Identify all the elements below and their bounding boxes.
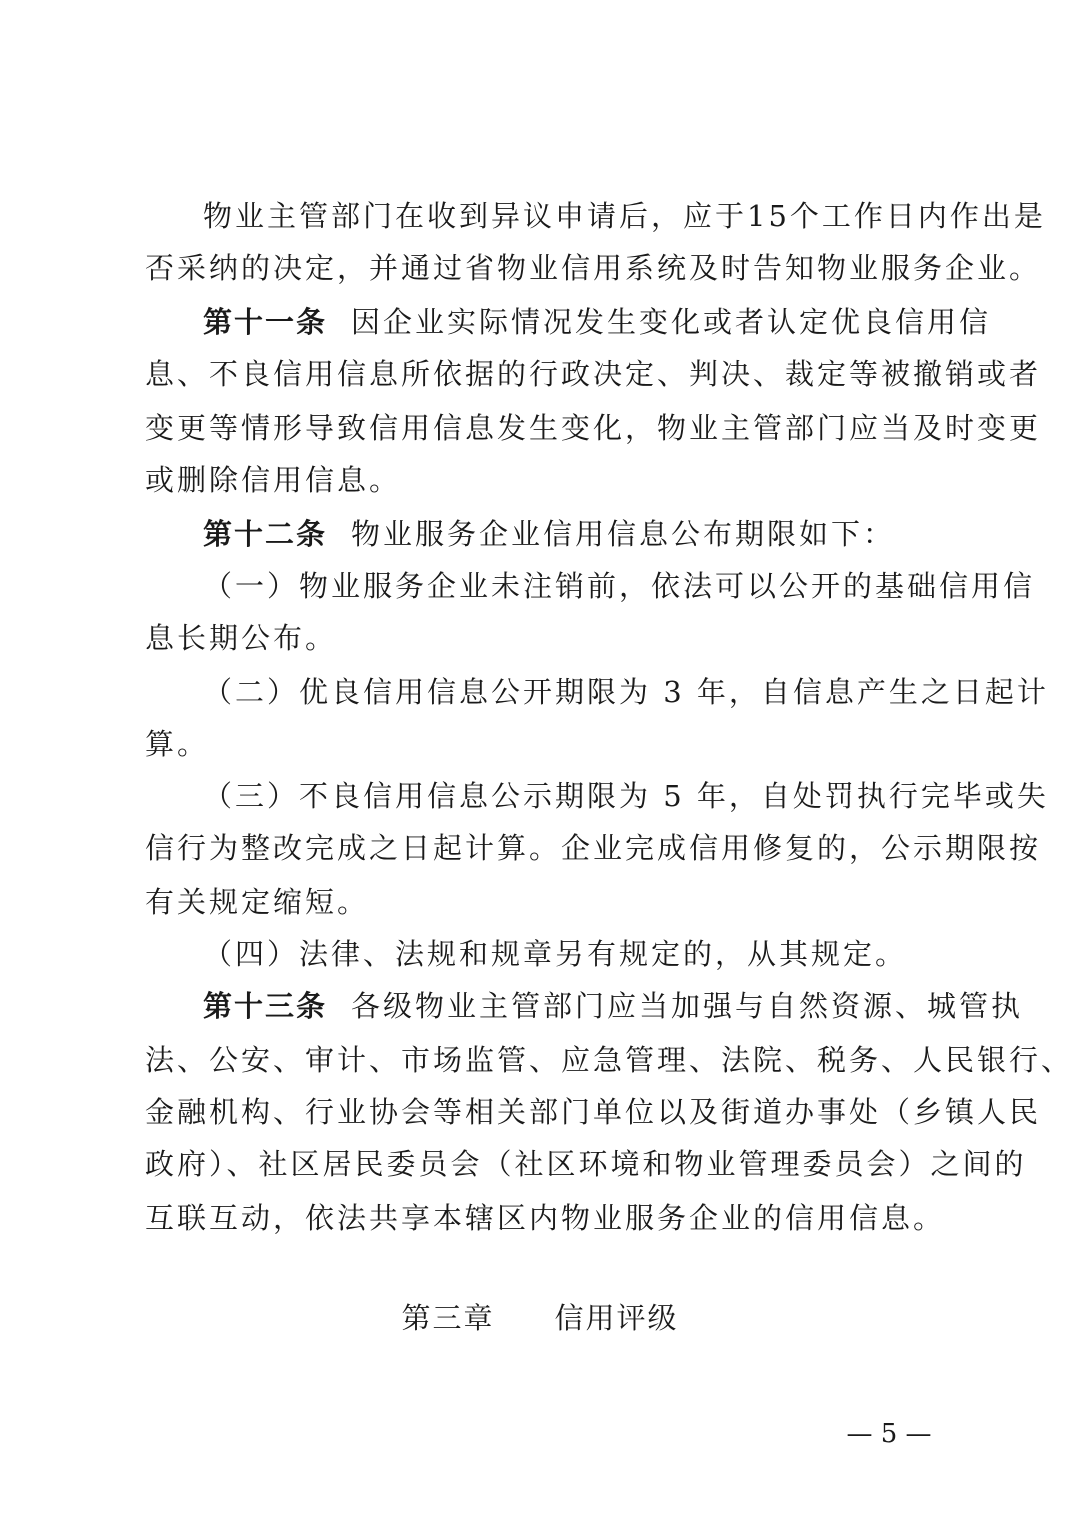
article-label: 第十三条	[203, 989, 328, 1023]
paragraph-line: （二）优良信用信息公开期限为 3 年，自信息产生之日起计	[203, 675, 1049, 709]
paragraph-line: 法、公安、审计、市场监管、应急管理、法院、税务、人民银行、	[145, 1043, 1074, 1077]
paragraph-line: （四）法律、法规和规章另有规定的，从其规定。	[203, 937, 908, 971]
paragraph-line: 政府）、社区居民委员会（社区环境和物业管理委员会）之间的	[145, 1147, 1027, 1181]
paragraph-line: 金融机构、行业协会等相关部门单位以及街道办事处（乡镇人民	[145, 1095, 1042, 1129]
paragraph-line: 因企业实际情况发生变化或者认定优良信用信	[351, 305, 992, 339]
paragraph-line: （三）不良信用信息公示期限为 5 年，自处罚执行完毕或失	[203, 779, 1049, 813]
article-label: 第十二条	[203, 517, 328, 551]
article-label: 第十一条	[203, 305, 328, 339]
paragraph-line: 变更等情形导致信用信息发生变化，物业主管部门应当及时变更	[145, 411, 1042, 445]
paragraph-line: 有关规定缩短。	[145, 885, 370, 919]
paragraph-line: 物业主管部门在收到异议申请后，应于15个工作日内作出是	[203, 199, 1046, 233]
chapter-heading	[0, 1300, 1080, 1336]
paragraph-line: 息长期公布。	[145, 621, 338, 655]
page-number: — 5 —	[846, 1419, 932, 1449]
paragraph-line: 或删除信用信息。	[145, 463, 402, 497]
paragraph-line: 信行为整改完成之日起计算。企业完成信用修复的，公示期限按	[145, 831, 1042, 865]
article-12-line	[203, 516, 945, 552]
article-13-first-line	[203, 988, 1024, 1024]
paragraph-line: 物业服务企业信用信息公布期限如下：	[351, 517, 896, 551]
paragraph-line: 互联互动，依法共享本辖区内物业服务企业的信用信息。	[145, 1201, 946, 1235]
paragraph-line: 否采纳的决定，并通过省物业信用系统及时告知物业服务企业。	[145, 251, 1042, 285]
paragraph-line: 算。	[145, 727, 210, 761]
article-11-first-line	[203, 304, 992, 340]
chapter-number: 第三章	[401, 1301, 495, 1335]
chapter-title: 信用评级	[554, 1301, 679, 1335]
paragraph-line: 息、不良信用信息所依据的行政决定、判决、裁定等被撤销或者	[145, 357, 1042, 391]
paragraph-line: （一）物业服务企业未注销前，依法可以公开的基础信用信	[203, 569, 1036, 603]
paragraph-line: 各级物业主管部门应当加强与自然资源、城管执	[351, 989, 1024, 1023]
